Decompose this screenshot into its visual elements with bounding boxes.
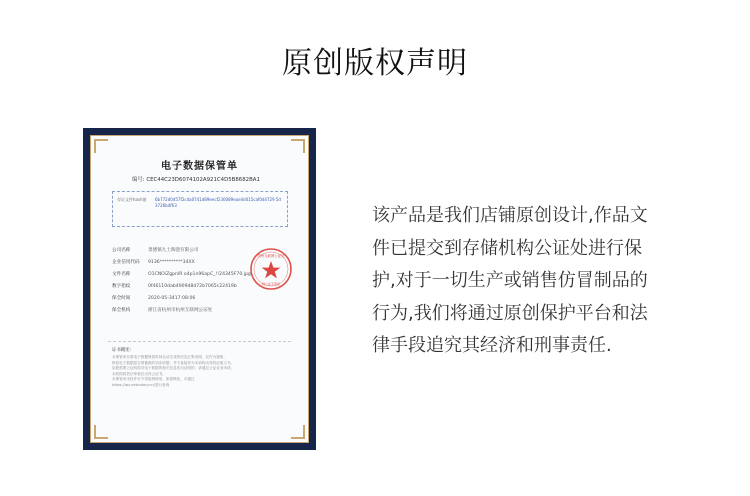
field-value: 浙江省杭州市杭州互联网公证处: [148, 308, 213, 313]
field-digital-fingerprint: [112, 283, 237, 289]
note-line: https://ipv.netnotary.cn/进行查询: [112, 382, 170, 387]
divider: [108, 341, 291, 342]
certificate-title: 电子数据保管单: [161, 161, 238, 172]
certificate-number: [132, 175, 260, 183]
note-line: 核验电子数据是否被篡改的初步依据，并不直接作为本机构出具的证明文书。: [112, 360, 235, 365]
hash-value: 6b772d0457f2c4a0741d89eecf230089eae4d415caf0d4729 5d3726b4f63: [155, 197, 281, 208]
frame-corner: [94, 139, 108, 153]
field-label: 保全机构: [112, 308, 131, 313]
field-value: 2020-05-3417:08:06: [148, 296, 196, 301]
statement-line: 护,对于一切生产或销售仿冒制品的: [372, 270, 648, 291]
field-label: 文件名称: [112, 272, 131, 277]
field-value: O1CNOiZgpnlR o4p1n96apC_!!24345F70.jpg: [148, 272, 251, 277]
certificate-number-value: CEC44C23D6074102A921C4D5B8682BA1: [146, 177, 260, 183]
field-label: 保全时间: [112, 296, 131, 301]
field-preservation-time: [112, 295, 195, 301]
seal-text: 杭州互联网公证处: [257, 254, 285, 258]
notary-seal-icon: [249, 247, 293, 291]
field-credit-code: [112, 259, 195, 265]
field-value: 9136**********34XX: [148, 260, 195, 265]
certificate-notes: [112, 355, 288, 389]
note-line: 如您需要公证机构对电子数据的相关信息作出证明的，请通过公证业务申请，: [112, 366, 235, 371]
note-line: 本机构将依法审查后出具公证书。: [112, 371, 166, 376]
field-value: 0f46110dab4909d8d72b7065c22419b: [148, 284, 237, 289]
field-file-name: [112, 271, 251, 277]
field-label: 数字指纹: [112, 284, 131, 289]
hash-label: 存证文件hash值: [117, 197, 147, 202]
frame-corner: [291, 139, 305, 153]
field-preservation-agency: [112, 307, 212, 313]
note-line: 本保管单未经许可不得复制使用，如需核验，可通过: [112, 377, 195, 382]
statement-line: 件已提交到存储机构公证处进行保: [372, 237, 642, 259]
seal-subtext: 网公证专用章: [261, 282, 281, 286]
statement-line: 行为,我们将通过原创保护平台和法: [372, 302, 648, 324]
copyright-statement: [372, 200, 692, 363]
statement-line: 该产品是我们店铺原创设计,作品文: [372, 205, 648, 226]
frame-corner: [291, 425, 305, 439]
field-value: 景德镇九土陶瓷有限公司: [148, 248, 199, 253]
notes-title: 证书概述:: [112, 348, 132, 353]
statement-line: 律手段追究其经济和刑事责任.: [372, 335, 612, 356]
note-line: 本保管单仅系电子数据保管时间自动生成的信息汇集说明，仅作为提取、: [112, 355, 227, 359]
frame-corner: [94, 425, 108, 439]
field-label: 企业信用代码: [112, 260, 140, 265]
certificate-number-label: 编号:: [132, 177, 145, 183]
hash-box: [112, 191, 288, 227]
page-title: 原创版权声明: [282, 46, 468, 81]
field-label: 公司名称: [112, 248, 131, 253]
certificate-image: [83, 128, 316, 450]
field-company-name: [112, 247, 199, 253]
certificate-paper: [90, 135, 309, 443]
